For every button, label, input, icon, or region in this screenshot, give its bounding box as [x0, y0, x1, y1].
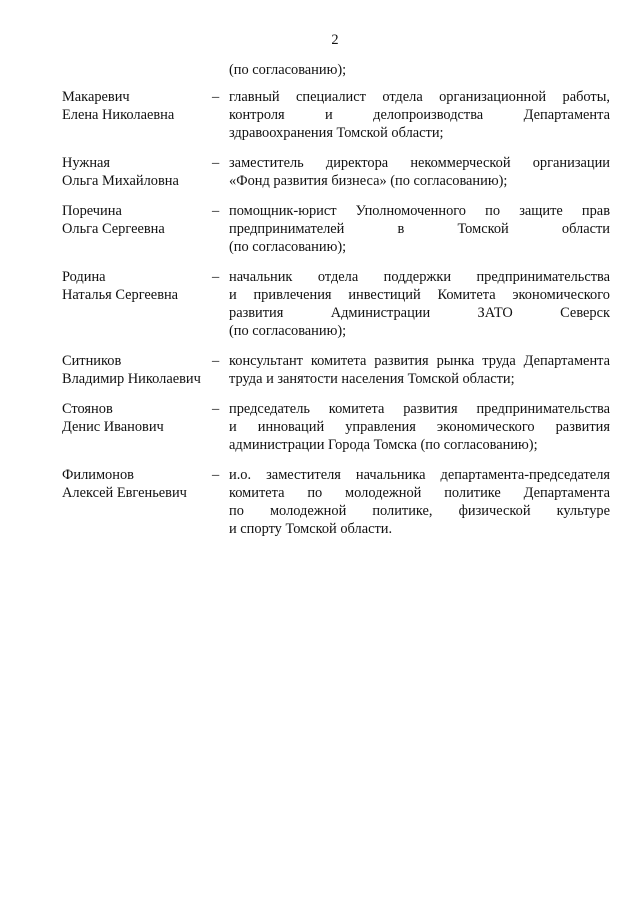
position-line: председатель комитета развития предпринимательства — [229, 401, 610, 417]
position-line: «Фонд развития бизнеса» (по согласованию); — [229, 173, 508, 189]
member-surname: Филимонов — [62, 467, 134, 483]
member-given-name: Ольга Михайловна — [62, 173, 179, 189]
member-position — [229, 154, 610, 190]
continuation-text: (по согласованию); — [229, 62, 347, 78]
member-position — [229, 268, 610, 340]
member-name — [62, 466, 212, 502]
position-line: и инноваций управления экономического развития — [229, 419, 610, 435]
dash-separator: – — [212, 203, 220, 219]
member-position — [229, 88, 610, 142]
position-line: главный специалист отдела организационной работы, — [229, 89, 610, 105]
member-given-name: Алексей Евгеньевич — [62, 485, 187, 501]
member-surname: Нужная — [62, 155, 111, 171]
position-line: (по согласованию); — [229, 323, 347, 339]
list-item — [62, 400, 610, 454]
member-name — [62, 268, 212, 304]
member-given-name: Владимир Николаевич — [62, 371, 201, 387]
member-name — [62, 202, 212, 238]
dash-separator: – — [212, 269, 220, 285]
position-line: предпринимателей в Томской области — [229, 221, 610, 237]
member-surname: Стоянов — [62, 401, 113, 417]
position-line: по молодежной политике, физической культуре — [229, 503, 610, 519]
list-item — [62, 352, 610, 388]
member-name — [62, 400, 212, 436]
list-item — [62, 202, 610, 256]
member-name — [62, 88, 212, 124]
member-given-name: Елена Николаевна — [62, 107, 175, 123]
list-item — [62, 466, 610, 538]
dash-separator: – — [212, 353, 220, 369]
member-position — [229, 466, 610, 538]
member-given-name: Денис Иванович — [62, 419, 164, 435]
position-line: труда и занятости населения Томской области; — [229, 371, 515, 387]
position-line: заместитель директора некоммерческой организации — [229, 155, 610, 171]
position-line: начальник отдела поддержки предпринимательства — [229, 269, 610, 285]
member-position — [229, 202, 610, 256]
position-line: здравоохранения Томской области; — [229, 125, 444, 141]
dash-separator: – — [212, 155, 220, 171]
page-number: 2 — [331, 32, 339, 48]
position-line: и.о. заместителя начальника департамента-председателя — [229, 467, 610, 483]
dash-separator: – — [212, 89, 220, 105]
list-item — [62, 268, 610, 340]
position-line: и привлечения инвестиций Комитета экономического — [229, 287, 610, 303]
member-surname: Ситников — [62, 353, 122, 369]
list-item — [62, 88, 610, 142]
member-position — [229, 400, 610, 454]
position-line: консультант комитета развития рынка труда Департамента — [229, 353, 610, 369]
member-surname: Макаревич — [62, 89, 130, 105]
member-surname: Родина — [62, 269, 106, 285]
member-name — [62, 154, 212, 190]
dash-separator: – — [212, 401, 220, 417]
position-line: администрации Города Томска (по согласованию); — [229, 437, 538, 453]
position-line: и спорту Томской области. — [229, 521, 393, 537]
member-name — [62, 352, 212, 388]
list-item — [62, 154, 610, 190]
position-line: комитета по молодежной политике Департамента — [229, 485, 610, 501]
member-surname: Поречина — [62, 203, 122, 219]
position-line: контроля и делопроизводства Департамента — [229, 107, 610, 123]
position-line: (по согласованию); — [229, 239, 347, 255]
member-position — [229, 352, 610, 388]
member-given-name: Наталья Сергеевна — [62, 287, 179, 303]
position-line: помощник-юрист Уполномоченного по защите прав — [229, 203, 610, 219]
position-line: развития Администрации ЗАТО Северск — [229, 305, 610, 321]
member-list — [62, 88, 610, 550]
dash-separator: – — [212, 467, 220, 483]
member-given-name: Ольга Сергеевна — [62, 221, 165, 237]
